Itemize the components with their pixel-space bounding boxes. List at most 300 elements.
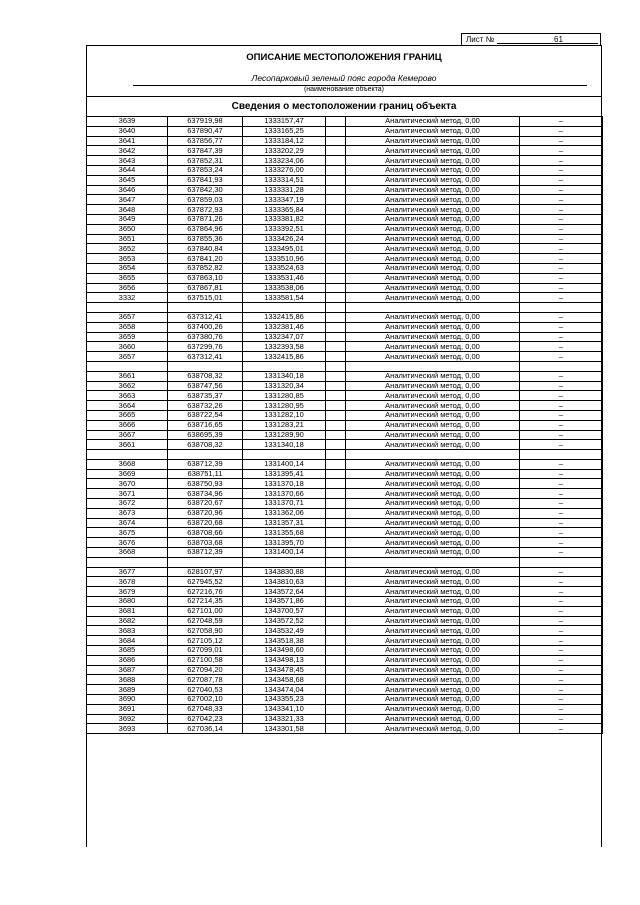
accuracy-cell: –: [520, 165, 603, 175]
accuracy-cell: –: [520, 254, 603, 264]
method-cell: Аналитический метод, 0,00: [346, 195, 520, 205]
point-number-cell: 3681: [87, 606, 168, 616]
y-coordinate-cell: 1332381,46: [243, 322, 326, 332]
x-coordinate-cell: 637859,03: [168, 195, 243, 205]
accuracy-cell: –: [520, 538, 603, 548]
table-row: [87, 352, 603, 362]
y-coordinate-cell: 1343532,49: [243, 626, 326, 636]
point-number-cell: 3670: [87, 479, 168, 489]
table-row: [87, 293, 603, 303]
accuracy-cell: –: [520, 352, 603, 362]
x-coordinate-cell: 637863,10: [168, 273, 243, 283]
method-cell: Аналитический метод, 0,00: [346, 440, 520, 450]
method-cell: Аналитический метод, 0,00: [346, 714, 520, 724]
y-coordinate-cell: 1343341,10: [243, 704, 326, 714]
table-row: [87, 381, 603, 391]
empty-cell: [326, 646, 346, 656]
accuracy-cell: –: [520, 283, 603, 293]
table-row: [87, 606, 603, 616]
accuracy-cell: –: [520, 401, 603, 411]
table-row: [87, 371, 603, 381]
accuracy-cell: –: [520, 214, 603, 224]
method-cell: Аналитический метод, 0,00: [346, 469, 520, 479]
method-cell: Аналитический метод, 0,00: [346, 205, 520, 215]
method-cell: Аналитический метод, 0,00: [346, 597, 520, 607]
method-cell: Аналитический метод, 0,00: [346, 244, 520, 254]
method-cell: Аналитический метод, 0,00: [346, 117, 520, 127]
empty-cell: [326, 469, 346, 479]
table-row: [87, 548, 603, 558]
table-row: [87, 538, 603, 548]
point-number-cell: 3656: [87, 283, 168, 293]
y-coordinate-cell: 1331357,31: [243, 518, 326, 528]
x-coordinate-cell: 638735,37: [168, 391, 243, 401]
x-coordinate-cell: 627040,53: [168, 685, 243, 695]
table-row-separator: [87, 450, 603, 460]
method-cell: Аналитический метод, 0,00: [346, 254, 520, 264]
x-coordinate-cell: 638716,65: [168, 420, 243, 430]
accuracy-cell: –: [520, 312, 603, 322]
point-number-cell: 3657: [87, 352, 168, 362]
point-number-cell: 3653: [87, 254, 168, 264]
table-row: [87, 489, 603, 499]
x-coordinate-cell: 627094,20: [168, 665, 243, 675]
point-number-cell: 3661: [87, 440, 168, 450]
point-number-cell: 3679: [87, 587, 168, 597]
table-row: [87, 626, 603, 636]
empty-cell: [346, 557, 520, 567]
method-cell: Аналитический метод, 0,00: [346, 695, 520, 705]
point-number-cell: 3671: [87, 489, 168, 499]
table-row: [87, 440, 603, 450]
x-coordinate-cell: 637852,31: [168, 156, 243, 166]
x-coordinate-cell: 627058,90: [168, 626, 243, 636]
y-coordinate-cell: 1343498,60: [243, 646, 326, 656]
x-coordinate-cell: 637890,47: [168, 126, 243, 136]
accuracy-cell: –: [520, 469, 603, 479]
table-row-separator: [87, 361, 603, 371]
accuracy-cell: –: [520, 548, 603, 558]
accuracy-cell: –: [520, 675, 603, 685]
x-coordinate-cell: 627048,33: [168, 704, 243, 714]
method-cell: Аналитический метод, 0,00: [346, 391, 520, 401]
method-cell: Аналитический метод, 0,00: [346, 312, 520, 322]
accuracy-cell: –: [520, 489, 603, 499]
point-number-cell: 3659: [87, 332, 168, 342]
table-row-separator: [87, 303, 603, 313]
method-cell: Аналитический метод, 0,00: [346, 508, 520, 518]
empty-cell: [326, 293, 346, 303]
method-cell: Аналитический метод, 0,00: [346, 606, 520, 616]
empty-cell: [326, 557, 346, 567]
y-coordinate-cell: 1331400,14: [243, 548, 326, 558]
empty-cell: [326, 499, 346, 509]
table-row: [87, 655, 603, 665]
x-coordinate-cell: 627100,58: [168, 655, 243, 665]
point-number-cell: 3660: [87, 342, 168, 352]
x-coordinate-cell: 638712,39: [168, 459, 243, 469]
accuracy-cell: –: [520, 126, 603, 136]
table-row: [87, 714, 603, 724]
empty-cell: [326, 616, 346, 626]
table-row: [87, 175, 603, 185]
x-coordinate-cell: 627945,52: [168, 577, 243, 587]
table-row: [87, 695, 603, 705]
x-coordinate-cell: 637919,98: [168, 117, 243, 127]
empty-cell: [243, 450, 326, 460]
y-coordinate-cell: 1343301,58: [243, 724, 326, 734]
y-coordinate-cell: 1333495,01: [243, 244, 326, 254]
method-cell: Аналитический метод, 0,00: [346, 126, 520, 136]
point-number-cell: 3689: [87, 685, 168, 695]
method-cell: Аналитический метод, 0,00: [346, 401, 520, 411]
accuracy-cell: –: [520, 646, 603, 656]
point-number-cell: 3654: [87, 263, 168, 273]
empty-cell: [326, 244, 346, 254]
accuracy-cell: –: [520, 636, 603, 646]
accuracy-cell: –: [520, 695, 603, 705]
empty-cell: [326, 655, 346, 665]
method-cell: Аналитический метод, 0,00: [346, 214, 520, 224]
table-row: [87, 508, 603, 518]
empty-cell: [87, 557, 168, 567]
table-row: [87, 567, 603, 577]
empty-cell: [326, 518, 346, 528]
y-coordinate-cell: 1333524,63: [243, 263, 326, 273]
y-coordinate-cell: 1331362,06: [243, 508, 326, 518]
point-number-cell: 3655: [87, 273, 168, 283]
x-coordinate-cell: 637871,26: [168, 214, 243, 224]
empty-cell: [243, 361, 326, 371]
table-row: [87, 146, 603, 156]
empty-cell: [326, 606, 346, 616]
x-coordinate-cell: 637515,01: [168, 293, 243, 303]
empty-cell: [326, 459, 346, 469]
accuracy-cell: –: [520, 293, 603, 303]
x-coordinate-cell: 638712,39: [168, 548, 243, 558]
x-coordinate-cell: 637853,24: [168, 165, 243, 175]
table-row: [87, 597, 603, 607]
method-cell: Аналитический метод, 0,00: [346, 636, 520, 646]
point-number-cell: 3640: [87, 126, 168, 136]
empty-cell: [326, 195, 346, 205]
empty-cell: [326, 126, 346, 136]
y-coordinate-cell: 1331280,95: [243, 401, 326, 411]
table-row: [87, 156, 603, 166]
empty-cell: [326, 410, 346, 420]
empty-cell: [326, 312, 346, 322]
empty-cell: [520, 450, 603, 460]
table-row: [87, 587, 603, 597]
x-coordinate-cell: 637312,41: [168, 352, 243, 362]
y-coordinate-cell: 1343571,86: [243, 597, 326, 607]
accuracy-cell: –: [520, 410, 603, 420]
accuracy-cell: –: [520, 704, 603, 714]
empty-cell: [326, 597, 346, 607]
empty-cell: [520, 557, 603, 567]
empty-cell: [326, 332, 346, 342]
point-number-cell: 3674: [87, 518, 168, 528]
table-row: [87, 312, 603, 322]
x-coordinate-cell: 638708,32: [168, 440, 243, 450]
empty-cell: [326, 136, 346, 146]
point-number-cell: 3684: [87, 636, 168, 646]
coordinates-table: [86, 116, 603, 734]
y-coordinate-cell: 1331320,34: [243, 381, 326, 391]
x-coordinate-cell: 627099,01: [168, 646, 243, 656]
empty-cell: [326, 322, 346, 332]
x-coordinate-cell: 637847,39: [168, 146, 243, 156]
accuracy-cell: –: [520, 518, 603, 528]
y-coordinate-cell: 1333184,12: [243, 136, 326, 146]
x-coordinate-cell: 638695,39: [168, 430, 243, 440]
table-row: [87, 636, 603, 646]
y-coordinate-cell: 1333347,19: [243, 195, 326, 205]
sheet-number-underline: [497, 43, 598, 44]
x-coordinate-cell: 638720,67: [168, 499, 243, 509]
point-number-cell: 3685: [87, 646, 168, 656]
y-coordinate-cell: 1331280,85: [243, 391, 326, 401]
accuracy-cell: –: [520, 263, 603, 273]
accuracy-cell: –: [520, 332, 603, 342]
accuracy-cell: –: [520, 224, 603, 234]
method-cell: Аналитический метод, 0,00: [346, 489, 520, 499]
table-row: [87, 322, 603, 332]
empty-cell: [326, 303, 346, 313]
y-coordinate-cell: 1332347,07: [243, 332, 326, 342]
method-cell: Аналитический метод, 0,00: [346, 293, 520, 303]
method-cell: Аналитический метод, 0,00: [346, 655, 520, 665]
accuracy-cell: –: [520, 479, 603, 489]
point-number-cell: 3666: [87, 420, 168, 430]
y-coordinate-cell: 1333202,29: [243, 146, 326, 156]
accuracy-cell: –: [520, 587, 603, 597]
table-row: [87, 479, 603, 489]
accuracy-cell: –: [520, 616, 603, 626]
y-coordinate-cell: 1333331,28: [243, 185, 326, 195]
method-cell: Аналитический метод, 0,00: [346, 352, 520, 362]
point-number-cell: 3642: [87, 146, 168, 156]
x-coordinate-cell: 637312,41: [168, 312, 243, 322]
point-number-cell: 3677: [87, 567, 168, 577]
point-number-cell: 3687: [87, 665, 168, 675]
x-coordinate-cell: 637380,76: [168, 332, 243, 342]
y-coordinate-cell: 1331355,68: [243, 528, 326, 538]
y-coordinate-cell: 1343810,63: [243, 577, 326, 587]
table-row: [87, 685, 603, 695]
table-row: [87, 244, 603, 254]
empty-cell: [326, 342, 346, 352]
method-cell: Аналитический метод, 0,00: [346, 528, 520, 538]
empty-cell: [168, 361, 243, 371]
y-coordinate-cell: 1332415,86: [243, 312, 326, 322]
method-cell: Аналитический метод, 0,00: [346, 322, 520, 332]
y-coordinate-cell: 1333392,51: [243, 224, 326, 234]
method-cell: Аналитический метод, 0,00: [346, 136, 520, 146]
point-number-cell: 3651: [87, 234, 168, 244]
point-number-cell: 3682: [87, 616, 168, 626]
empty-cell: [346, 303, 520, 313]
y-coordinate-cell: 1343830,88: [243, 567, 326, 577]
y-coordinate-cell: 1333538,06: [243, 283, 326, 293]
accuracy-cell: –: [520, 597, 603, 607]
empty-cell: [326, 577, 346, 587]
x-coordinate-cell: 627216,76: [168, 587, 243, 597]
accuracy-cell: –: [520, 567, 603, 577]
method-cell: Аналитический метод, 0,00: [346, 430, 520, 440]
table-row: [87, 126, 603, 136]
empty-cell: [326, 391, 346, 401]
empty-cell: [326, 695, 346, 705]
accuracy-cell: –: [520, 508, 603, 518]
x-coordinate-cell: 637852,82: [168, 263, 243, 273]
x-coordinate-cell: 638720,96: [168, 508, 243, 518]
empty-cell: [326, 538, 346, 548]
empty-cell: [326, 185, 346, 195]
method-cell: Аналитический метод, 0,00: [346, 273, 520, 283]
accuracy-cell: –: [520, 273, 603, 283]
y-coordinate-cell: 1343572,52: [243, 616, 326, 626]
x-coordinate-cell: 638720,68: [168, 518, 243, 528]
point-number-cell: 3668: [87, 548, 168, 558]
empty-cell: [520, 361, 603, 371]
empty-cell: [346, 450, 520, 460]
object-name-hint: (наименование объекта): [303, 86, 385, 93]
table-row: [87, 724, 603, 734]
y-coordinate-cell: 1331370,66: [243, 489, 326, 499]
point-number-cell: 3332: [87, 293, 168, 303]
method-cell: Аналитический метод, 0,00: [346, 479, 520, 489]
method-cell: Аналитический метод, 0,00: [346, 548, 520, 558]
y-coordinate-cell: 1331400,14: [243, 459, 326, 469]
table-row: [87, 224, 603, 234]
x-coordinate-cell: 638722,54: [168, 410, 243, 420]
x-coordinate-cell: 637872,93: [168, 205, 243, 215]
method-cell: Аналитический метод, 0,00: [346, 156, 520, 166]
point-number-cell: 3680: [87, 597, 168, 607]
x-coordinate-cell: 627036,14: [168, 724, 243, 734]
x-coordinate-cell: 637400,26: [168, 322, 243, 332]
accuracy-cell: –: [520, 234, 603, 244]
y-coordinate-cell: 1331340,18: [243, 440, 326, 450]
empty-cell: [326, 224, 346, 234]
method-cell: Аналитический метод, 0,00: [346, 224, 520, 234]
method-cell: Аналитический метод, 0,00: [346, 577, 520, 587]
method-cell: Аналитический метод, 0,00: [346, 538, 520, 548]
method-cell: Аналитический метод, 0,00: [346, 646, 520, 656]
point-number-cell: 3693: [87, 724, 168, 734]
method-cell: Аналитический метод, 0,00: [346, 420, 520, 430]
empty-cell: [326, 665, 346, 675]
point-number-cell: 3686: [87, 655, 168, 665]
method-cell: Аналитический метод, 0,00: [346, 724, 520, 734]
empty-cell: [326, 352, 346, 362]
empty-cell: [326, 489, 346, 499]
point-number-cell: 3692: [87, 714, 168, 724]
empty-cell: [326, 548, 346, 558]
accuracy-cell: –: [520, 665, 603, 675]
y-coordinate-cell: 1333276,00: [243, 165, 326, 175]
point-number-cell: 3673: [87, 508, 168, 518]
table-row: [87, 283, 603, 293]
method-cell: Аналитический метод, 0,00: [346, 518, 520, 528]
section-title: Сведения о местоположении границ объекта: [86, 96, 602, 117]
method-cell: Аналитический метод, 0,00: [346, 234, 520, 244]
table-row: [87, 518, 603, 528]
table-row: [87, 410, 603, 420]
method-cell: Аналитический метод, 0,00: [346, 263, 520, 273]
point-number-cell: 3663: [87, 391, 168, 401]
y-coordinate-cell: 1343458,68: [243, 675, 326, 685]
point-number-cell: 3668: [87, 459, 168, 469]
table-row: [87, 528, 603, 538]
table-row: [87, 499, 603, 509]
point-number-cell: 3646: [87, 185, 168, 195]
accuracy-cell: –: [520, 117, 603, 127]
empty-cell: [168, 303, 243, 313]
accuracy-cell: –: [520, 577, 603, 587]
y-coordinate-cell: 1343355,23: [243, 695, 326, 705]
accuracy-cell: –: [520, 136, 603, 146]
point-number-cell: 3644: [87, 165, 168, 175]
table-row: [87, 214, 603, 224]
accuracy-cell: –: [520, 655, 603, 665]
accuracy-cell: –: [520, 430, 603, 440]
method-cell: Аналитический метод, 0,00: [346, 146, 520, 156]
table-row: [87, 459, 603, 469]
empty-cell: [326, 724, 346, 734]
object-name: Лесопарковый зеленый пояс города Кемерово: [251, 73, 437, 83]
table-row: [87, 646, 603, 656]
empty-cell: [326, 567, 346, 577]
empty-cell: [326, 263, 346, 273]
empty-cell: [326, 283, 346, 293]
table-row: [87, 616, 603, 626]
y-coordinate-cell: 1331370,71: [243, 499, 326, 509]
table-row: [87, 205, 603, 215]
x-coordinate-cell: 627101,00: [168, 606, 243, 616]
table-row: [87, 391, 603, 401]
empty-cell: [326, 205, 346, 215]
accuracy-cell: –: [520, 528, 603, 538]
y-coordinate-cell: 1343478,45: [243, 665, 326, 675]
y-coordinate-cell: 1343700,57: [243, 606, 326, 616]
empty-cell: [326, 175, 346, 185]
empty-cell: [243, 557, 326, 567]
x-coordinate-cell: 638732,26: [168, 401, 243, 411]
accuracy-cell: –: [520, 714, 603, 724]
point-number-cell: 3665: [87, 410, 168, 420]
point-number-cell: 3650: [87, 224, 168, 234]
table-row: [87, 185, 603, 195]
y-coordinate-cell: 1343321,33: [243, 714, 326, 724]
empty-cell: [326, 508, 346, 518]
y-coordinate-cell: 1343498,13: [243, 655, 326, 665]
accuracy-cell: –: [520, 626, 603, 636]
x-coordinate-cell: 627048,59: [168, 616, 243, 626]
method-cell: Аналитический метод, 0,00: [346, 165, 520, 175]
table-row: [87, 117, 603, 127]
empty-cell: [326, 381, 346, 391]
x-coordinate-cell: 638734,96: [168, 489, 243, 499]
accuracy-cell: –: [520, 459, 603, 469]
method-cell: Аналитический метод, 0,00: [346, 381, 520, 391]
table-row: [87, 254, 603, 264]
empty-cell: [326, 479, 346, 489]
point-number-cell: 3676: [87, 538, 168, 548]
point-number-cell: 3645: [87, 175, 168, 185]
accuracy-cell: –: [520, 371, 603, 381]
